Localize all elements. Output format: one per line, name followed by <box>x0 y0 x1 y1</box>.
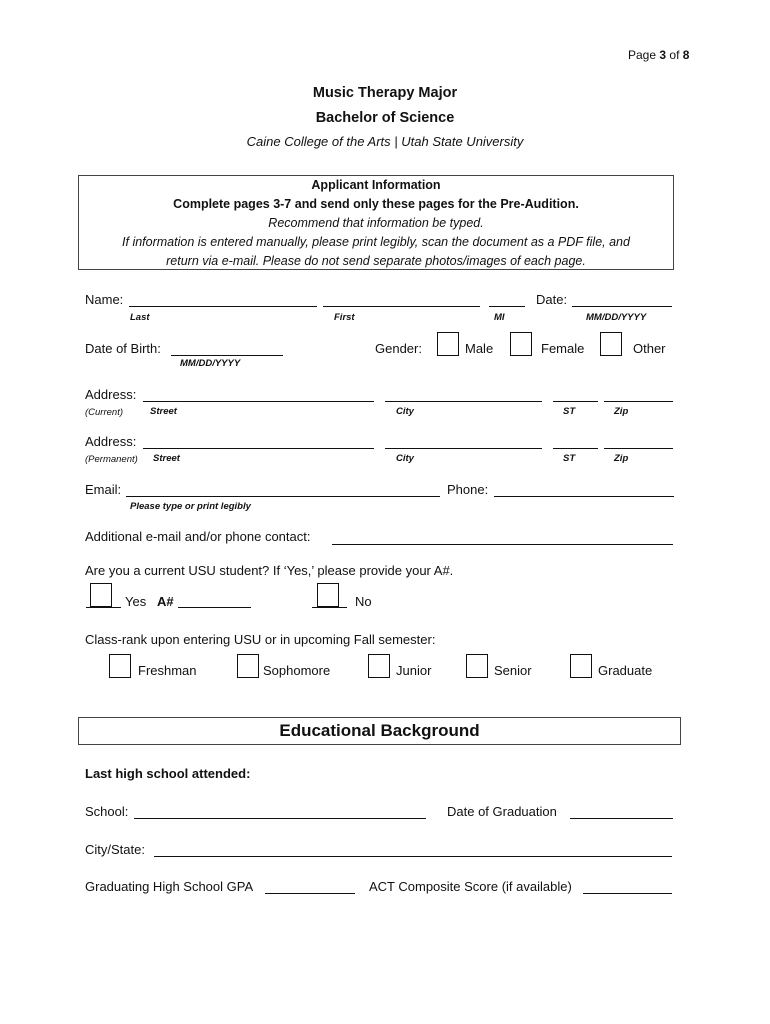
page-of: of <box>669 48 680 62</box>
usu-yes-checkbox[interactable] <box>90 583 112 607</box>
name-label: Name: <box>85 292 124 307</box>
freshman-label: Freshman <box>138 663 197 678</box>
additional-contact-field[interactable] <box>332 544 673 545</box>
last-hint: Last <box>130 312 150 323</box>
info-recommend: Recommend that information be typed. <box>268 216 484 230</box>
phone-field[interactable] <box>494 496 674 497</box>
usu-yes-label: Yes <box>125 594 147 609</box>
info-instruction: Complete pages 3-7 and send only these pages for the Pre-Audition. <box>173 197 579 211</box>
act-label: ACT Composite Score (if available) <box>369 879 572 894</box>
gpa-field[interactable] <box>265 893 355 894</box>
additional-contact-label: Additional e-mail and/or phone contact: <box>85 529 311 544</box>
mi-hint: MI <box>494 312 505 323</box>
class-rank-question: Class-rank upon entering USU or in upcoming Fall semester: <box>85 632 436 647</box>
other-label: Other <box>633 341 666 356</box>
address-permanent-label: Address: <box>85 434 137 449</box>
permanent-city-hint: City <box>396 453 414 464</box>
current-type: (Current) <box>85 407 124 418</box>
email-hint: Please type or print legibly <box>130 501 251 512</box>
male-checkbox[interactable] <box>437 332 459 356</box>
graduation-label: Date of Graduation <box>447 804 557 819</box>
junior-checkbox[interactable] <box>368 654 390 678</box>
date-label: Date: <box>536 292 568 307</box>
permanent-city-field[interactable] <box>385 448 542 449</box>
permanent-zip-hint: Zip <box>614 453 629 464</box>
form-subtitle: Bachelor of Science <box>315 110 455 126</box>
current-street-field[interactable] <box>143 401 374 402</box>
date-field[interactable] <box>572 306 672 307</box>
usu-no-label: No <box>355 594 372 609</box>
graduation-field[interactable] <box>570 818 673 819</box>
permanent-zip-field[interactable] <box>604 448 673 449</box>
female-label: Female <box>541 341 585 356</box>
current-state-field[interactable] <box>553 401 598 402</box>
a-number-field[interactable] <box>178 607 251 608</box>
graduate-checkbox[interactable] <box>570 654 592 678</box>
form-title: Music Therapy Major <box>312 85 458 101</box>
first-hint: First <box>334 312 355 323</box>
college-line: Caine College of the Arts | Utah State University <box>246 134 524 149</box>
gpa-label: Graduating High School GPA <box>85 879 254 894</box>
current-street-hint: Street <box>150 406 177 417</box>
female-checkbox[interactable] <box>510 332 532 356</box>
other-checkbox[interactable] <box>600 332 622 356</box>
sophomore-checkbox[interactable] <box>237 654 259 678</box>
middle-initial-field[interactable] <box>489 306 525 307</box>
info-manual: If information is entered manually, please print legibly, scan the document as a PDF file, and <box>122 235 630 249</box>
school-label: School: <box>85 804 129 819</box>
permanent-type: (Permanent) <box>85 454 138 465</box>
usu-no-underline <box>312 607 347 608</box>
current-zip-field[interactable] <box>604 401 673 402</box>
email-field[interactable] <box>126 496 440 497</box>
phone-label: Phone: <box>447 482 489 497</box>
gender-label: Gender: <box>375 341 422 356</box>
last-school-label: Last high school attended: <box>85 766 251 781</box>
dob-label: Date of Birth: <box>85 341 161 356</box>
senior-checkbox[interactable] <box>466 654 488 678</box>
graduate-label: Graduate <box>598 663 653 678</box>
freshman-checkbox[interactable] <box>109 654 131 678</box>
educational-background-heading: Educational Background <box>78 717 681 745</box>
applicant-info-box <box>78 175 674 270</box>
permanent-street-field[interactable] <box>143 448 374 449</box>
page-label: Page <box>628 48 657 62</box>
first-name-field[interactable] <box>323 306 480 307</box>
permanent-st-hint: ST <box>563 453 576 464</box>
permanent-street-hint: Street <box>153 453 180 464</box>
city-state-label: City/State: <box>85 842 145 857</box>
page-number <box>628 48 689 62</box>
male-label: Male <box>465 341 494 356</box>
usu-no-checkbox[interactable] <box>317 583 339 607</box>
usu-yes-underline <box>86 607 121 608</box>
senior-label: Senior <box>494 663 532 678</box>
current-zip-hint: Zip <box>614 406 629 417</box>
info-return: return via e-mail. Please do not send separate photos/images of each page. <box>166 254 586 268</box>
sophomore-label: Sophomore <box>263 663 331 678</box>
dob-field[interactable] <box>171 355 283 356</box>
city-state-field[interactable] <box>154 856 672 857</box>
junior-label: Junior <box>396 663 432 678</box>
page-total: 8 <box>682 48 690 62</box>
dob-hint: MM/DD/YYYY <box>180 358 241 369</box>
current-city-field[interactable] <box>385 401 542 402</box>
current-st-hint: ST <box>563 406 576 417</box>
info-heading: Applicant Information <box>311 178 441 192</box>
school-field[interactable] <box>134 818 426 819</box>
date-hint: MM/DD/YYYY <box>586 312 647 323</box>
act-field[interactable] <box>583 893 672 894</box>
page-current: 3 <box>659 48 667 62</box>
usu-student-question: Are you a current USU student? If ‘Yes,’ please provide your A#. <box>85 563 454 578</box>
address-current-label: Address: <box>85 387 137 402</box>
permanent-state-field[interactable] <box>553 448 598 449</box>
last-name-field[interactable] <box>129 306 317 307</box>
current-city-hint: City <box>396 406 414 417</box>
email-label: Email: <box>85 482 122 497</box>
a-number-label: A# <box>157 594 174 609</box>
